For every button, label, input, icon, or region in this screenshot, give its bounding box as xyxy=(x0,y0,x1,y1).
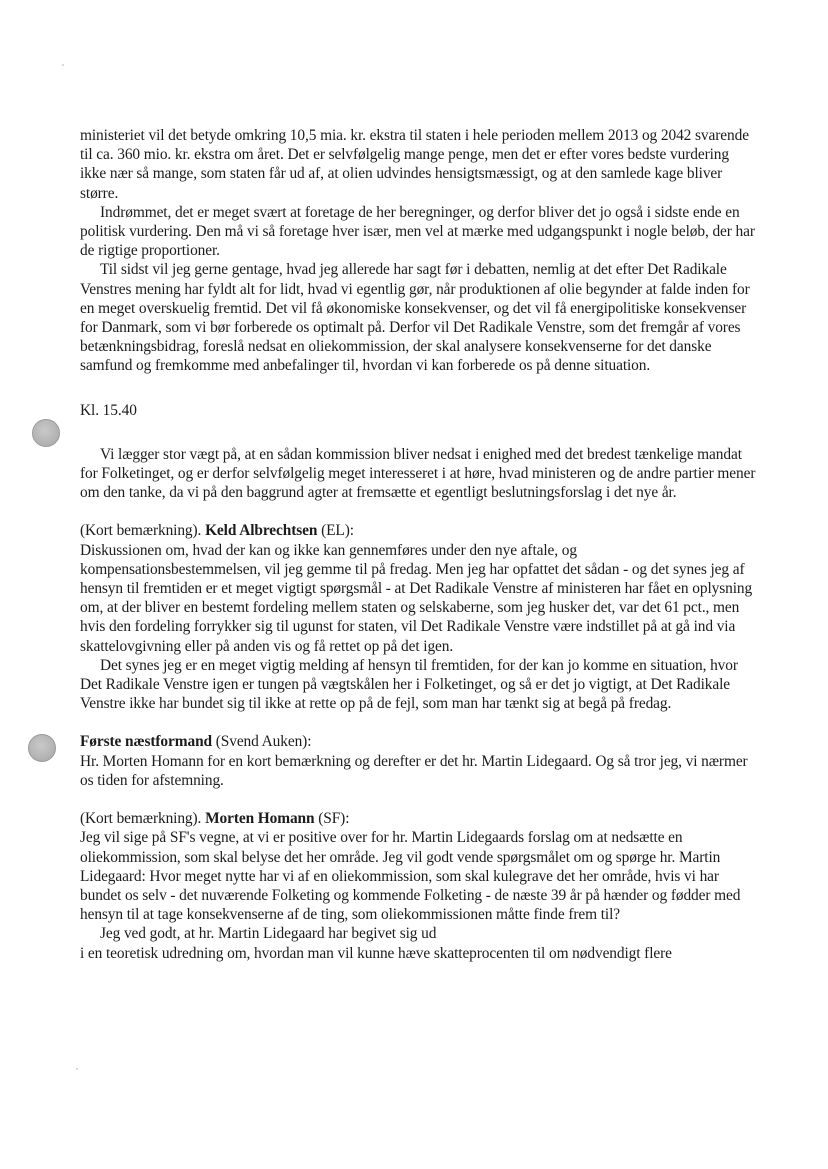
paragraph: Jeg ved godt, at hr. Martin Lidegaard har begivet sig ud xyxy=(100,925,437,943)
scan-speck xyxy=(62,64,64,66)
timestamp: Kl. 15.40 xyxy=(80,401,137,419)
speaker-name: Keld Albrechtsen xyxy=(205,522,318,540)
paragraph: Hr. Morten Homann for en kort bemærkning og derefter er det hr. Martin Lidegaard. Og så tror jeg, vi nærmer os tiden for afstemning. xyxy=(80,752,748,789)
speaker-heading xyxy=(80,521,756,540)
paragraph: Det synes jeg er en meget vigtig melding af hensyn til fremtiden, for der kan jo komme en situation, hvor Det Radikale Venstre igen er tungen på vægtskålen her i Folketinget, og så er det jo vigtigt, at Det Radikale Venstre ikke har bundet sig til ikke at rette op på de fejl, som man har tænkt sig at begå på fredag. xyxy=(80,656,738,713)
paragraph: Indrømmet, det er meget svært at foretage de her beregninger, og derfor bliver det jo også i sidste ende en politisk vurdering. Den må vi så foretage hver især, men vel at mærke med udgangspunkt i nogle beløb, der har de rigtige proportioner. xyxy=(80,203,755,260)
speaker-prefix: (Kort bemærkning). xyxy=(80,810,202,828)
paragraph: Til sidst vil jeg gerne gentage, hvad jeg allerede har sagt før i debatten, nemlig at det efter Det Radikale Venstres mening har fyldt alt for lidt, hvad vi egentlig gør, når produktionen af olie begynder at falde inden for en meget overskuelig fremtid. Det vil få økonomiske konsekvenser, og det vil få energipolitiske konsekvenser for Danmark, som vi bør forberede os optimalt på. Derfor vil Det Radikale Venstre, som det fremgår af vores betænkningsbidrag, foreslå nedsat en oliekommission, der skal analysere konsekvenserne for det danske samfund og fremkomme med anbefalinger til, hvordan vi kan forberede os på denne situation. xyxy=(80,261,750,375)
paragraph: Jeg vil sige på SF's vegne, at vi er positive over for hr. Martin Lidegaards forslag om at nedsætte en oliekommission, som skal belyse det her område. Jeg vil godt vende spørgsmålet om og spørge hr. Martin Lidegaard: Hvor meget nytte har vi af en oliekommission, som skal kulegrave det her område, hvis vi har bundet os selv - det nuværende Folketing og kommende Folketing - de næste 39 år på hænder og fødder med hensyn til at tage konsekvenserne af de ting, som oliekommissionen måtte finde frem til? xyxy=(80,829,741,924)
transcript-body xyxy=(80,126,756,963)
punch-hole xyxy=(32,419,60,447)
speaker-party: (EL): xyxy=(321,522,354,540)
speaker-heading xyxy=(80,809,756,828)
speaker-heading xyxy=(80,732,756,751)
paragraph: Diskussionen om, hvad der kan og ikke kan gennemføres under den nye aftale, og kompensationsbestemmelsen, vil jeg gemme til på fredag. Men jeg har opfattet det sådan - og det synes jeg af hensyn til fremtiden er et meget vigtigt spørgsmål - at Det Radikale Venstre af ministeren har fået en oplysning om, at der bliver en bestemt fordeling mellem staten og selskaberne, som jeg husker det, var det 61 pct., men hvis den fordeling forrykker sig til ugunst for staten, vil Det Radikale Venstre være indstillet på at gå ind via skattelovgivning eller på anden vis og få rettet op på det igen. xyxy=(80,541,753,655)
speaker-party: (SF): xyxy=(318,810,350,828)
paragraph: i en teoretisk udredning om, hvordan man vil kunne hæve skatteprocenten til om nødvendigt flere xyxy=(80,944,672,962)
paragraph: ministeriet vil det betyde omkring 10,5 mia. kr. ekstra til staten i hele perioden mellem 2013 og 2042 svarende til ca. 360 mio. kr. ekstra om året. Det er selvfølgelig mange penge, men det er efter vores bedste vurdering ikke nær så mange, som staten får ud af, at olien udvindes hensigtsmæssigt, og at den samlede kage bliver større. xyxy=(80,127,749,202)
scan-speck xyxy=(76,1068,78,1070)
paragraph: Vi lægger stor vægt på, at en sådan kommission bliver nedsat i enighed med det bredest tænkelige mandat for Folketinget, og er derfor selvfølgelig meget interesseret i at høre, hvad ministeren og de andre partier mener om den tanke, da vi på den baggrund agter at fremsætte et egentligt beslutningsforslag i det nye år. xyxy=(80,445,756,502)
punch-hole xyxy=(28,734,56,762)
speaker-party: (Svend Auken): xyxy=(215,733,312,751)
speaker-name: Morten Homann xyxy=(205,810,315,828)
speaker-prefix: (Kort bemærkning). xyxy=(80,522,202,540)
speaker-name: Første næstformand xyxy=(80,733,212,751)
